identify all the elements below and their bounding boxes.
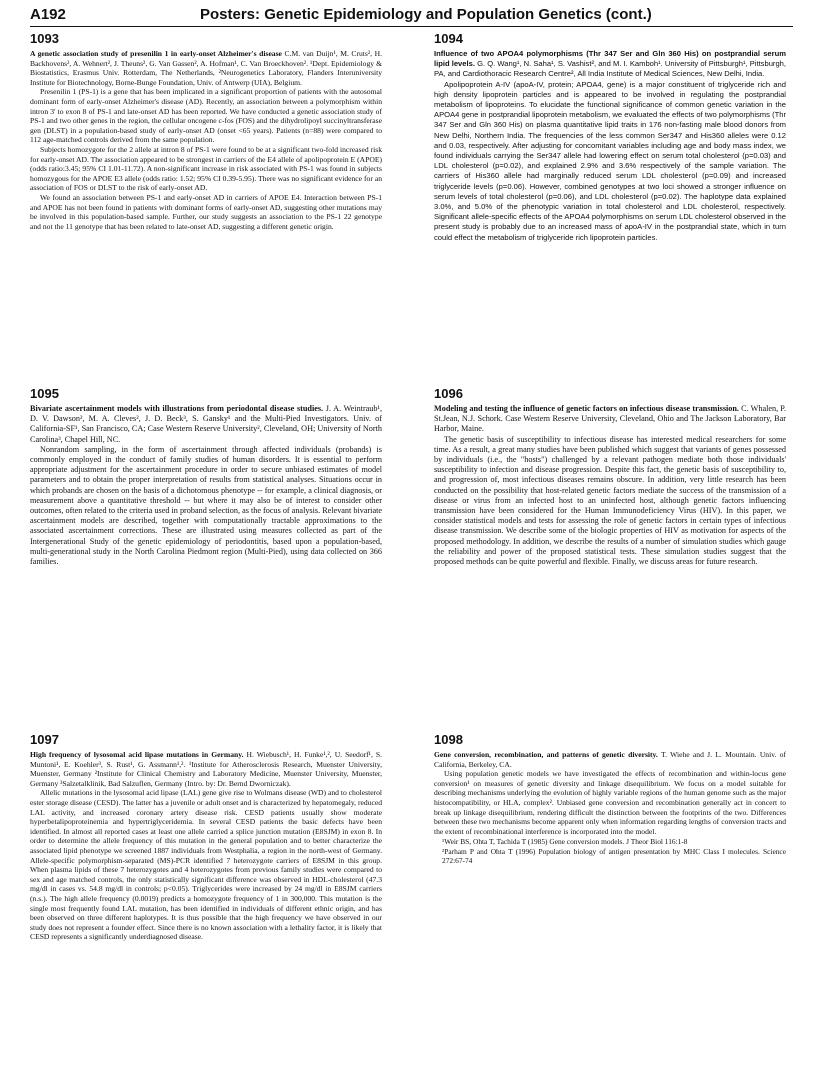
abstract-number: 1096 xyxy=(434,386,463,401)
abstract-paragraph: We found an association between PS-1 and early-onset AD in carriers of APOE E4. Interaction between PS-1 and APOE has not been found in patients with dominant forms of early-onset AD, suggesting other mutations may be involved in this population-based sample. Further, our study suggests an association to the PS-1 22 genotype and not the 11 genotype that has been related to late-onset AD, suggesting a different genetic origin. xyxy=(30,192,382,231)
abstract-1098 xyxy=(434,732,786,866)
abstract-paragraph: Subjects homozygote for the 2 allele at intron 8 of PS-1 were found to be at a significant two-fold increased risk for early-onset AD. The association appeared to be strongest in carriers of the E4 allele of apolipoprotein E (APOE) (odds ratio:3.45; 95% CI 1.01-11.72). A non-significant increase in risk associated with PS-1 was found in subjects homozygous for the APOE E3 allele (odds ratio: 1.52; 95% CI 0.39-5.95). There was no significant evidence for an association of FOS or DLST to the risk of early-onset AD. xyxy=(30,144,382,193)
abstract-1094 xyxy=(434,31,786,243)
abstract-number: 1097 xyxy=(30,732,59,747)
abstract-paragraph: Using population genetic models we have investigated the effects of recombination and within-locus gene conversion¹ on measures of genetic diversity and linkage disequilibrium. We focus on a model suitable for describing mechanisms underlying the evolution of highly variable regions of the human genome such as the major histocompatibility, or HLA, complex². Unbiased gene conversion and recombination generally act in concert to break up linkage disequilibrium, rendering difficult the distinction between the footprints of the two. Differences between these two mechanisms become apparent only when information regarding lengths of conversion tracts and the extent of recombinational interference is incorporated into the model. xyxy=(434,769,786,836)
authors-affiliations: T. Wiehe and J. L. Mountain. Univ. of California, Berkeley, CA. xyxy=(434,750,786,769)
abstract-title: Influence of two APOA4 polymorphisms (Thr 347 Ser and Gln 360 His) on postprandial serum lipid levels. xyxy=(434,49,786,69)
authors-affiliations: C.M. van Duijn¹, M. Cruts², H. Backhovens², A. Wehnert², J. Theuns², G. Van Gassen², A. Hofman¹, C. Van Broeckhoven². ¹Dept. Epidemiology & Biostatistics, Erasmus Univ. Rotterdam, The Netherlands, ²Neurogenetics Laboratory, Flanders Interuniversity Institute for Biotechnology, Borne-Bunge Foundation, Univ. of Antwerp (UIA), Belgium. xyxy=(30,49,382,87)
reference-list xyxy=(434,837,786,865)
section-title: Posters: Genetic Epidemiology and Population Genetics (cont.) xyxy=(200,6,652,23)
abstract-1095 xyxy=(30,386,382,567)
authors-affiliations: C. Whalen, P. St.Jean, N.J. Schork. Case Western Reserve University, Cleveland, Ohio and The Jackson Laboratory, Bar Harbor, Maine. xyxy=(434,404,786,434)
abstract-paragraph: Presenilin 1 (PS-1) is a gene that has been implicated in a significant proportion of patients with the autosomal dominant form of early-onset Alzheimer's disease (AD). Recently, an association between a polymorphism within intron 3' to exon 8 of PS-1 and late-onset AD has been reported. We have conducted a genetic association study of PS-1 and two other genes in the region, the cellular oncogene c-fos (FOS) and the dihydrolipoyl succinyltransferase gen (DLST) in a population-based study of early-onset AD (onset <65 years). Patients (n=88) were compared to 112 age-matched controls derived from the same population. xyxy=(30,87,382,145)
abstract-paragraph: Apolipoprotein A-IV (apoA-IV, protein; APOA4, gene) is a major constituent of triglyceride rich and high density lipoprotein particles and is appeared to be involved in regulating the postprandial metabolism of lipoproteins. To elucidate the functional significance of common genetic variation in the APOA4 gene in postprandial lipoprotein metabolism, we evaluated the effects of two polymorphisms (Thr 347 Ser and Gln 360 His) on plasma quantitative lipid traits in 176 non-fasting male blood donors from New Delhi, Northern India. The frequencies of the less common Ser347 and His360 alleles were 0.12 and 0.03, respectively. After adjusting for concomitant variables including age and body mass index, we found individuals carrying the Ser347 allele had lowering effect on serum total cholesterol (p=0.03) and LDL cholesterol (p=0.02), and explained 2.9% and 3.6% respectively of the sample variation. The carriers of His360 allele had marginally reduced serum LDL cholesterol (p=0.09) and increased triglyceride levels (p=0.06). However, combined genotypes at two loci showed a stronger influence on serum levels of total cholesterol (p=0.06), and LDL cholesterol (p=0.02). The haplotype data explained 3.0%, and 5.0% of the phenotypic variation in total cholesterol and LDL cholesterol, respectively. Significant allele-specific effects of the APOA4 polymorphisms on serum LDL cholesterol observed in the present study is probably due to an increased mass of apoA-IV in the postprandial state, which in turn could effect the metabolism of triglyceride rich lipoprotein particles. xyxy=(434,79,786,242)
abstract-number: 1095 xyxy=(30,386,59,401)
authors-affiliations: J. A. Weintraub¹, D. V. Dawson², M. A. Cleves², J. D. Beck³, S. Gansky¹ and the Multi-Pied Investigators. Univ. of California-SF¹, San Francisco, CA; Case Western Reserve University², Cleveland, OH; University of North Carolina³, Chapel Hill, NC. xyxy=(30,404,382,444)
abstract-paragraph: The genetic basis of susceptibility to infectious disease has interested medical researchers for some time. As a result, a great many studies have been published which suggest that variants of genes possessed by individuals (i.e., the "hosts") challenged by a relevant pathogen mediate both those individuals' susceptibility to infection and disease progression. Despite this fact, the genetic basis of susceptibility to, and progression of, most infectious diseases remains obscure. In addition, very little research has been conducted on the possibility that host-related genetic factors mediate the success of the transmission of a disease or virus from an infected host to an uninfected host, although genetic factors influencing transmission have been considered for the Human Immunodeficiency Virus (HIV). In this paper, we consider statistical models and tests for assessing the role of genetic factors in certain types of infectious disease transmission. We describe some of the biologic properties of HIV as motivation for aspects of the proposed methodology. In addition, we describe the results of a number of simulation studies which gauge the reliability and power of the proposed statistical tests. These simulation studies suggest that the proposed methods can be quite powerful and flexible. Finally, we discuss areas for future research. xyxy=(434,434,786,567)
abstract-title: Bivariate ascertainment models with illustrations from periodontal disease studies. xyxy=(30,404,324,413)
authors-affiliations: H. Wiebusch¹, H. Funke¹,², U. Seedorf¹, S. Muntoni¹, E. Koehler³, S. Rust¹, G. Assmann¹,². ¹Institute for Atherosclerosis Research, Muenster University, Muenster, Germany ²Institute for Clinical Chemistry and Laboratory Medicine, Muenster University, Muenster, Germany ³Salzetalklinik, Bad Salzuflen, Germany (Intro. by: Dr. Bernd Dworniczak). xyxy=(30,750,382,788)
abstract-1093 xyxy=(30,31,382,231)
authors-affiliations: G. Q. Wang¹, N. Saha¹, S. Vashist², and M. I. Kamboh¹. University of Pittsburgh¹, Pittsburgh, PA, and Cardiothoracic Research Centre², All India Institute of Medical Sciences, New Delhi, India. xyxy=(434,59,786,79)
abstract-number: 1094 xyxy=(434,31,463,46)
page-header xyxy=(30,6,790,28)
abstract-title: A genetic association study of presenilin 1 in early-onset Alzheimer's disease xyxy=(30,49,282,58)
abstract-1097 xyxy=(30,732,382,942)
abstract-number: 1098 xyxy=(434,732,463,747)
abstract-number: 1093 xyxy=(30,31,59,46)
abstract-1096 xyxy=(434,386,786,567)
reference-item: ²Parham P and Ohta T (1996) Population biology of antigen presentation by MHC Class I molecules. Science 272:67-74 xyxy=(442,846,786,866)
abstract-paragraph: Allelic mutations in the lysosomal acid lipase (LAL) gene give rise to Wolmans disease (WD) and to cholesterol ester storage disease (CESD). The latter has a juvenile or adult onset and is characterized by hepatomegaly, reduced LAL activity, and increased coronary artery disease risk. CESD patients usually show moderate hyperbetalipoproteinemia and hypertriglyceridemia. In several CESD patients the basic defects have been identified. In almost all reported cases at least one allele carried a splice junction mutation (E8SJM) in exon 8. In order to determine the allele frequency of this mutation in the general population and to better characterize the associated lipid phenotype we screened 1887 individuals from Westphalia, a region in the north-west of Germany. Allele-specific polymorphism-separated (MS)-PCR identified 7 heterozygote carriers of E8SJM in this group. When plasma lipids of these 7 heterozygotes and 4 heterozygotes from previous family studies were compared to sex and age matched controls, the only statistically significant difference was observed in HDL-cholesterol (47.3 mg/dl in cases vs. 54.8 mg/dl in controls; p<0.05). Triglycerides were increased by 24 mg/dl in E8SJM carriers (n.s.). The high allele frequency (0.0019) predicts a homozygote frequency of 1 in 300,000. This mutation is the single most frequently found LAL mutation, has been identified in individuals of different ethnic origin, and has been observed on three different haplotypes. It is thus possible that the high frequency we have observed in our study does not represent a founder effect. Since there is no known association with a lethality factor, it is likely that CESD represents a significantly underdiagnosed disease. xyxy=(30,788,382,942)
page-number: A192 xyxy=(30,6,66,23)
abstract-title: Modeling and testing the influence of genetic factors on infectious disease transmission. xyxy=(434,404,739,413)
abstract-title: Gene conversion, recombination, and patterns of genetic diversity. xyxy=(434,750,658,759)
abstract-title: High frequency of lysosomal acid lipase mutations in Germany. xyxy=(30,750,244,759)
abstract-paragraph: Nonrandom sampling, in the form of ascertainment through affected individuals (probands) is commonly employed in the conduct of family studies of human disorders. It is essential to perform appropriate adjustment for the ascertainment procedure in order to secure unbiased estimates of model parameters and to obtain the proper interpretation of results from statistical analyses. Situations occur in which probands are chosen on the basis of a dichotomous phenotype -- for example, a clinical diagnosis, or measurement above a quantitative threshold -- but where it may also be of interest to consider other outcomes, often related to the criteria used in proband selection, as the focus of analysis. Relevant bivariate ascertainment models are described, together with computationally tractable approximations to the associated ascertainment corrections. These are illustrated using measures collected as part of the Intergenerational Study of the genetic epidemiology of periodontitis, based upon a population-based, multi-generational study in the North Carolina Piedmont region (Multi-Pied), using data collected on 366 families. xyxy=(30,444,382,567)
header-rule xyxy=(30,26,793,27)
reference-item: ¹Weir BS, Ohta T, Tachida T (1985) Gene conversion models. J Theor Biol 116:1-8 xyxy=(442,837,688,847)
